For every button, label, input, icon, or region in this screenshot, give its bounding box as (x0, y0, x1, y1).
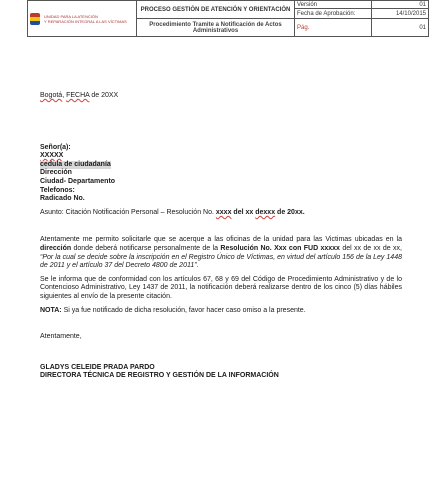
paragraph-citation: Atentamente me permito solicitarle que se acerque a las oficinas de la unidad para las Victimas ubicadas en la dirección donde deberá notificarse personalmente de la Resolución No. Xxx con FUD xxxxx del xx de xx de xx, “Por la cual se decide sobre la inscripción en el Registro Único de Víctimas, en virtud del artículo 156 de la Ley 1448 de 2011 y el artículo 37 del Decreto 4800 de 2011”. (40, 236, 402, 270)
document-header (27, 0, 429, 37)
page-number: 01 (372, 19, 429, 37)
paragraph-legal-basis: Se le informa que de conformidad con los artículos 67, 68 y 69 del Código de Procedimiento Administrativo y de lo Contencioso Administrativo, Ley 1437 de 2011, la notificación deberá realizarse dentro de los cinco (5) días hábiles siguientes al envío de la presente citación. (40, 275, 402, 300)
page-label: Pág. (295, 19, 372, 37)
signer-name: GLADYS CELEIDE PRADA PARDO (40, 363, 155, 371)
logo-cell (28, 1, 137, 37)
note-line: NOTA: Si ya fue notificado de dicha resolución, favor hacer caso omiso a la presente. (40, 306, 306, 314)
approval-label: Fecha de Aprobación: (295, 9, 372, 19)
closing: Atentamente, (40, 333, 82, 341)
procedure-title: Procedimiento Tramite a Notificación de Actos Administrativos (137, 19, 295, 37)
letter-body (40, 92, 402, 381)
government-seal-icon (30, 13, 40, 25)
date-line: Bogotá, FECHA de 20XX (40, 92, 119, 99)
recipient-id: cedula de ciudadanía (40, 160, 111, 168)
recipient-address: Dirección (40, 169, 72, 177)
filed-number: Radicado No. (40, 195, 85, 203)
process-title: PROCESO GESTIÓN DE ATENCIÓN Y ORIENTACIÓN (137, 1, 295, 19)
signer-title: DIRECTORA TÉCNICA DE REGISTRO Y GESTIÓN DE LA INFORMACIÓN (40, 372, 279, 380)
recipient-block (40, 144, 402, 204)
salutation: Señor(a): (40, 143, 71, 151)
recipient-city: Ciudad- Departamento (40, 177, 116, 185)
organization-name: UNIDAD PARA LA ATENCIÓN Y REPARACIÓN INTEGRAL A LAS VÍCTIMAS (44, 13, 127, 24)
recipient-phones: Telefonos: (40, 186, 75, 194)
version-value: 01 (372, 1, 429, 9)
recipient-name: XXXXX (40, 152, 64, 160)
version-label: Versión (295, 1, 372, 9)
subject-line: Asunto: Citación Notificación Personal – Resolución No. xxxx del xx dexxx de 20xx. (40, 208, 305, 216)
approval-date: 14/10/2015 (372, 9, 429, 19)
